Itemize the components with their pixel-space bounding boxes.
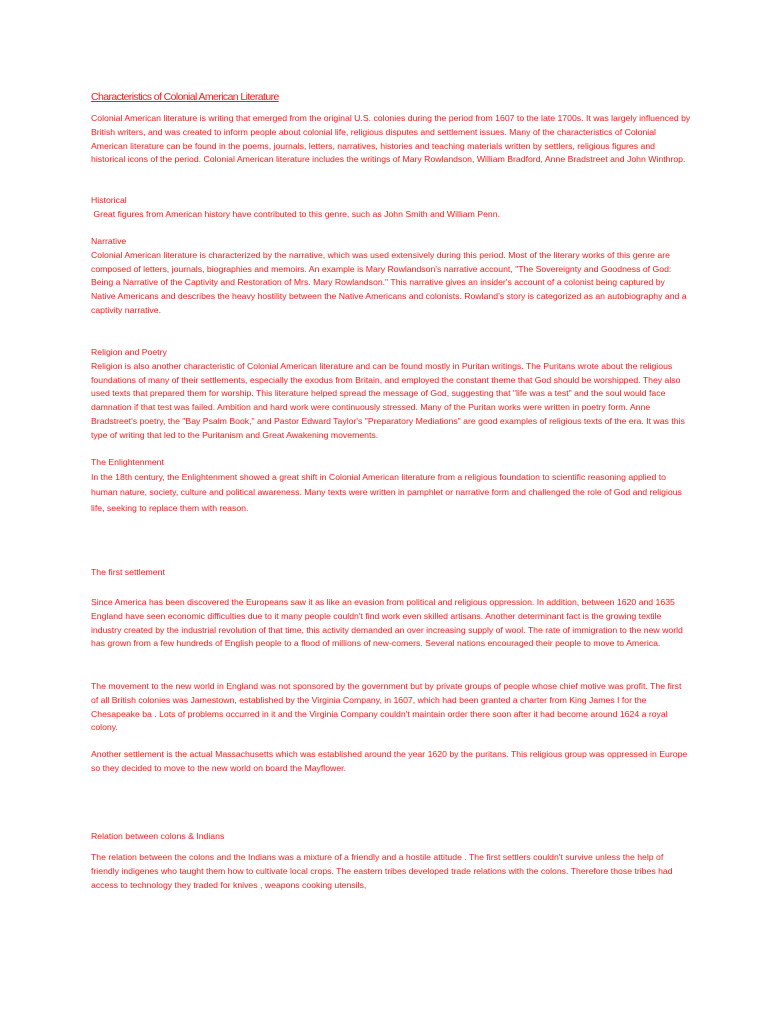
relation-paragraph-1	[91, 851, 691, 892]
narrative-section	[91, 235, 691, 318]
enlightenment-heading: The Enlightenment	[91, 457, 164, 467]
intro-paragraph	[91, 112, 691, 167]
religion-text: Religion is also another characteristic of Colonial American literature and can be found mostly in Puritan writings. The Puritans wrote about the religious foundations of many of their settlements, especially the exodus from Britain, and employed the constant theme that God should be worshipped. They also used texts that prepared them for worship. This literature helped spread the message of God, suggesting that "life was a test" and the soul would face damnation if that test was failed. Ambition and hard work were continuously stressed. Many of the Puritan works were written in poetry form. Anne Bradstreet's poetry, the "Bay Psalm Book," and Pastor Edward Taylor's "Preparatory Mediations" are good examples of religious texts of the era. It was this type of writing that led to the Puritanism and Great Awakening movements.	[91, 360, 685, 440]
narrative-heading: Narrative	[91, 236, 127, 246]
relation-heading: Relation between colons & Indians	[91, 831, 225, 841]
first-settlement-text-3: Another settlement is the actual Massachusetts which was established around the year 1620 by the puritans. This religious group was oppressed in Europe so they decided to move to the new world on board the Mayflower.	[91, 749, 688, 773]
enlightenment-text: In the 18th century, the Enlightenment showed a great shift in Colonial American literature from a religious foundation to scientific reasoning applied to human nature, society, culture and political awareness. Many texts were written in pamphlet or narrative form and challenged the role of God and religious life, seeking to replace them with reason.	[91, 471, 682, 513]
narrative-text: Colonial American literature is characterized by the narrative, which was used extensively during this period. Most of the literary works of this genre are composed of letters, journals, biographies and memoirs. An example is Mary Rowlandson's narrative account, "The Sovereignty and Goodness of God: Being a Narrative of the Captivity and Restoration of Mrs. Mary Rowlandson." This narrative gives an insider's account of a colonist being captured by Native Americans and describes the heavy hostility between the Native Americans and colonists. Rowland's story is categorized as an autobiography and a captivity narrative.	[91, 249, 687, 315]
first-settlement-paragraph-3	[91, 748, 691, 776]
enlightenment-section	[91, 456, 691, 516]
historical-text: Great figures from American history have contributed to this genre, such as John Smith and William Penn.	[91, 208, 500, 219]
first-settlement-paragraph-1	[91, 596, 691, 651]
document-title: Characteristics of Colonial American Literature	[91, 91, 279, 103]
first-settlement-text-1: Since America has been discovered the Europeans saw it as like an evasion from political and religious oppression. In addition, between 1620 and 1635 England have seen economic difficulties due to it many people couldn't find work even skilled artisans. Another determinant fact is the growing textile industry created by the industrial revolution of that time, this activity demanded an over increasing supply of wool. The rate of immigration to the new world has grown from a few hundreds of English people to a flood of millions of new-comers. Several nations encouraged their people to move to America.	[91, 597, 683, 649]
relation-text-1: The relation between the colons and the Indians was a mixture of a friendly and a hostile attitude . The first settlers couldn't survive unless the help of friendly indigenes who taught them how to cultivate local crops. The eastern tribes developed trade relations with the colons. Therefore those tribes had access to technology they traded for knives , weapons cooking utensils,	[91, 852, 673, 890]
first-settlement-paragraph-2	[91, 680, 691, 735]
religion-section	[91, 346, 691, 443]
first-settlement-text-2: The movement to the new world in England was not sponsored by the government but by private groups of people whose chief motive was profit. The first of all British colonies was Jamestown, established by the Virginia Company, in 1607, which had been granted a charter from King James I for the Chesapeake ba . Lots of problems occurred in it and the Virginia Company couldn't maintain order there soon after it had become around 1624 a royal colony.	[91, 681, 682, 733]
historical-heading: Historical	[91, 195, 127, 205]
religion-heading: Religion and Poetry	[91, 347, 167, 357]
historical-section	[91, 194, 691, 222]
first-settlement-heading: The first settlement	[91, 567, 165, 577]
intro-text: Colonial American literature is writing that emerged from the original U.S. colonies during the period from 1607 to the late 1700s. It was largely influenced by British writers, and was created to inform people about colonial life, religious disputes and settlement issues. Many of the characteristics of Colonial American literature can be found in the poems, journals, letters, narratives, histories and teaching materials written by settlers, religious figures and historical icons of the period. Colonial American literature includes the writings of Mary Rowlandson, William Bradford, Anne Bradstreet and John Winthrop.	[91, 113, 691, 165]
